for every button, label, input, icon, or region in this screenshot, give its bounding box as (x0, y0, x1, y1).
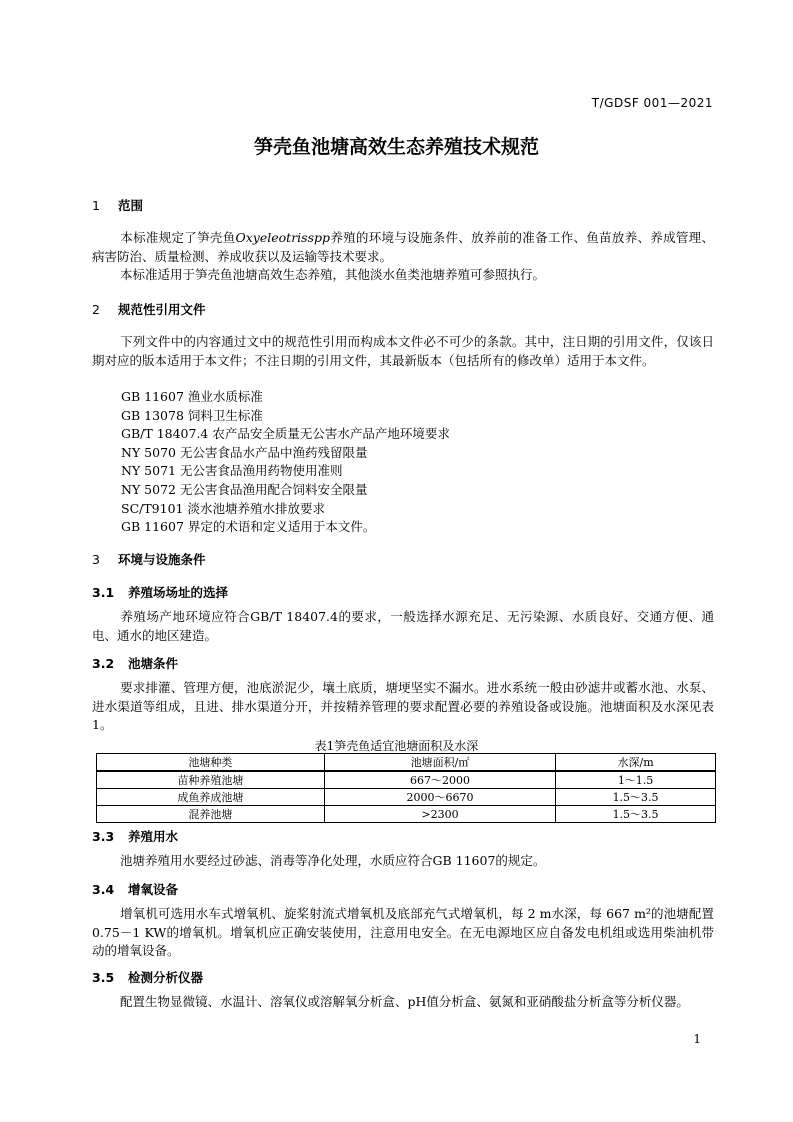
reference-item: NY 5072 无公害食品渔用配合饲料安全限量 (121, 481, 368, 497)
reference-item: NY 5071 无公害食品渔用药物使用准则 (121, 463, 343, 479)
section-title: 规范性引用文件 (118, 302, 206, 317)
table-cell: >2300 (324, 806, 555, 823)
table-header-cell: 池塘种类 (97, 754, 325, 772)
reference-item: GB/T 18407.4 农产品安全质量无公害水产品产地环境要求 (121, 426, 450, 442)
table-header-row (97, 754, 716, 772)
table-cell: 混养池塘 (97, 806, 325, 823)
table-cell: 1～1.5 (556, 771, 716, 789)
table-cell: 1.5～3.5 (556, 806, 716, 823)
section-3-1-paragraph: 养殖场产地环境应符合GB/T 18407.4的要求，一般选择水源充足、无污染源、水质良好、交通方便、通电、通水的地区建造。 (92, 609, 714, 643)
section-1-paragraph-1: 本标准规定了笋壳鱼Oxyeleotrisspp养殖的环境与设施条件、放养前的准备工作、鱼苗放养、养成管理、病害防治、质量检测、养成收获以及运输等技术要求。 (92, 230, 714, 264)
section-number: 1 (92, 198, 100, 213)
section-3-2-paragraph: 要求排灌、管理方便，池底淤泥少，壤土底质，塘埂坚实不漏水。进水系统一般由砂滤井或蓄水池、水泵、进水渠道等组成，且进、排水渠道分开，并按精养管理的要求配置必要的养殖设备或设施。池塘面积及水深见表1。 (92, 680, 714, 732)
section-title: 范围 (118, 198, 144, 213)
table-cell: 苗种养殖池塘 (97, 771, 325, 789)
section-number: 3.1 (92, 585, 115, 600)
table-header-cell: 水深/m (556, 754, 716, 772)
section-number: 2 (92, 302, 100, 317)
section-title: 检测分析仪器 (128, 970, 204, 985)
section-number: 3.3 (92, 829, 115, 844)
document-code: T/GDSF 001—2021 (591, 96, 713, 110)
normative-reference-list (121, 388, 450, 537)
section-title: 增氧设备 (128, 882, 179, 897)
section-3-5-paragraph: 配置生物显微镜、水温计、溶氧仪或溶解氧分析盒、pH值分析盒、氨氮和亚硝酸盐分析盒等分析仪器。 (120, 994, 689, 1009)
reference-item: GB 11607 界定的术语和定义适用于本文件。 (121, 519, 376, 535)
section-number: 3.5 (92, 970, 115, 985)
section-3-3-heading (92, 827, 178, 845)
reference-item: NY 5070 无公害食品水产品中渔药残留限量 (121, 444, 368, 460)
section-1-paragraph-2: 本标准适用于笋壳鱼池塘高效生态养殖，其他淡水鱼类池塘养殖可参照执行。 (120, 267, 546, 282)
table-cell: 667～2000 (324, 771, 555, 789)
section-title: 养殖用水 (128, 829, 179, 844)
section-3-2-heading (92, 654, 178, 672)
table-cell: 成鱼养成池塘 (97, 789, 325, 806)
table-cell: 2000～6670 (324, 789, 555, 806)
section-number: 3.4 (92, 882, 115, 897)
section-3-heading (92, 550, 206, 568)
section-title: 池塘条件 (128, 656, 179, 671)
section-3-4-paragraph: 增氧机可选用水车式增氧机、旋桨射流式增氧机及底部充气式增氧机，每 2 m水深，每 667 m²的池塘配置 0.75－1 KW的增氧机。增氧机应正确安装使用，注意用电安全。在无电源地区应自备发电机组或选用柴油机带动的增氧设备。 (92, 906, 714, 958)
pond-area-depth-table (96, 753, 716, 823)
section-1-heading (92, 196, 143, 214)
section-3-1-heading (92, 583, 228, 601)
section-title: 环境与设施条件 (118, 552, 206, 567)
section-3-4-heading (92, 880, 178, 898)
section-number: 3.2 (92, 656, 115, 671)
section-number: 3 (92, 552, 100, 567)
latin-species-name: Oxyeleotrisspp (235, 230, 331, 245)
reference-item: GB 13078 饲料卫生标准 (121, 407, 263, 423)
table-cell: 1.5～3.5 (556, 789, 716, 806)
section-2-paragraph-1: 下列文件中的内容通过文中的规范性引用而构成本文件必不可少的条款。其中，注日期的引用文件，仅该日期对应的版本适用于本文件；不注日期的引用文件，其最新版本（包括所有的修改单）适用于本文件。 (92, 334, 714, 368)
section-3-5-heading (92, 968, 203, 986)
reference-item: SC/T9101 淡水池塘养殖水排放要求 (121, 500, 325, 516)
section-title: 养殖场场址的选择 (128, 585, 229, 600)
section-2-heading (92, 300, 206, 318)
reference-item: GB 11607 渔业水质标准 (121, 389, 263, 404)
page-number: 1 (693, 1032, 701, 1046)
document-title: 笋壳鱼池塘高效生态养殖技术规范 (253, 136, 539, 158)
table-header-cell: 池塘面积/㎡ (324, 754, 555, 772)
table-1-caption: 表1笋壳鱼适宜池塘面积及水深 (314, 739, 479, 753)
section-3-3-paragraph: 池塘养殖用水要经过砂滤、消毒等净化处理，水质应符合GB 11607的规定。 (120, 853, 546, 868)
table-row (97, 771, 716, 789)
table-row (97, 789, 716, 806)
table-row (97, 806, 716, 823)
